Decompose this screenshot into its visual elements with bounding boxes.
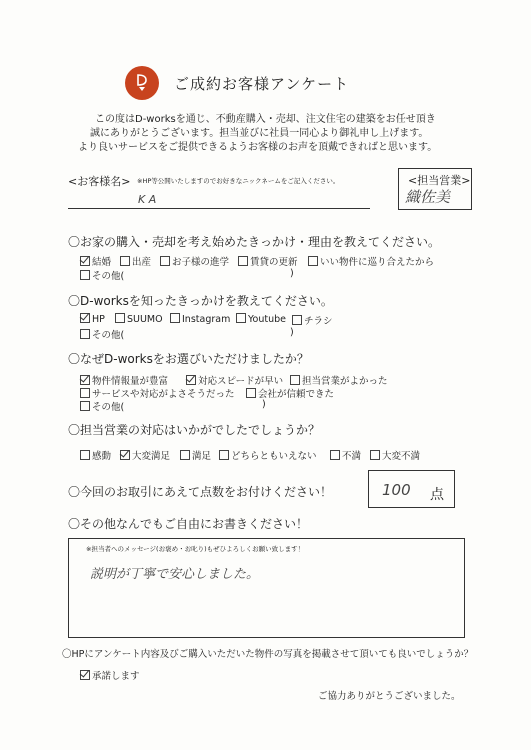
page-title: ご成約お客様アンケート (174, 75, 350, 93)
q3-option-trust[interactable]: 会社が信頼できた (246, 386, 334, 400)
q2-option-flyer[interactable]: チラシ (292, 313, 333, 327)
checkbox-icon (80, 375, 90, 385)
free-comment-note: ※担当者へのメッセージ(お褒め・お叱り)もぜひよろしくお願い致します！ (86, 545, 305, 553)
checkbox-icon (238, 256, 248, 266)
checkbox-icon (80, 388, 90, 398)
q2-option-hp[interactable]: HP (80, 313, 105, 325)
checkbox-icon (290, 375, 300, 385)
checkbox-icon (246, 388, 256, 398)
q3-option-other[interactable]: その他( (80, 399, 124, 413)
checkbox-icon (115, 313, 125, 323)
customer-name-underline (68, 208, 370, 209)
q2-option-instagram[interactable]: Instagram (170, 313, 230, 325)
q5-question: 〇今回のお取引にあえて点数をお付けください！ (68, 485, 333, 499)
staff-value[interactable]: 織佐美 (405, 188, 451, 206)
customer-name-label: <お客様名> (68, 175, 131, 188)
q1-option-birth[interactable]: 出産 (120, 254, 151, 268)
q1-option-marriage[interactable]: 結婚 (80, 254, 111, 268)
thanks-text: ご協力ありがとうございました。 (318, 691, 461, 702)
q4-option-very-satisfied[interactable]: 大変満足 (120, 448, 170, 462)
intro-line-1: この度はD-worksを通じ、不動産購入・売却、注文住宅の建築をお任せ頂き (95, 114, 436, 125)
q1-question: 〇お家の購入・売却を考え始めたきっかけ・理由を教えてください。 (68, 235, 441, 249)
checkbox-icon (80, 670, 90, 680)
checkbox-icon (330, 450, 340, 460)
checkbox-icon (80, 450, 90, 460)
q1-option-good-property[interactable]: いい物件に巡り合えたから (308, 254, 434, 268)
checkbox-icon (370, 450, 380, 460)
checkbox-icon (120, 256, 130, 266)
q2-option-suumo[interactable]: SUUMO (115, 313, 163, 325)
q2-option-other[interactable]: その他( (80, 327, 124, 341)
q4-option-dissatisfied[interactable]: 不満 (330, 448, 361, 462)
checkbox-icon (236, 313, 246, 323)
q3-option-info[interactable]: 物件情報量が豊富 (80, 373, 168, 387)
customer-name-note: ※HP等公開いたしますのでお好きなニックネームをご記入ください。 (137, 177, 340, 185)
q6-question: 〇その他なんでもご自由にお書きください！ (68, 517, 309, 531)
q2-other-close: ) (290, 327, 294, 338)
intro-line-3: より良いサービスをご提供できるようお客様のお声を頂戴できればと思います。 (78, 142, 438, 153)
q4-option-satisfied[interactable]: 満足 (180, 448, 211, 462)
q1-option-school[interactable]: お子様の進学 (160, 254, 229, 268)
q2-question: 〇D-worksを知ったきっかけを教えてください。 (68, 294, 333, 308)
checkbox-icon (180, 450, 190, 460)
checkbox-icon (80, 313, 90, 323)
free-comment-box[interactable] (68, 538, 465, 638)
checkbox-icon (160, 256, 170, 266)
checkbox-icon (219, 450, 229, 460)
q3-other-close: ) (262, 399, 266, 410)
q4-option-neutral[interactable]: どちらともいえない (219, 448, 317, 462)
q1-other-close: ) (290, 268, 294, 279)
q3-option-staff[interactable]: 担当営業がよかった (290, 373, 388, 387)
q3-option-service[interactable]: サービスや対応がよさそうだった (80, 386, 235, 400)
q1-option-lease[interactable]: 賃貸の更新 (238, 254, 298, 268)
q4-option-moved[interactable]: 感動 (80, 448, 111, 462)
consent-question: 〇HPにアンケート内容及びご購入いただいた物件の写真を掲載させて頂いても良いでしょうか？ (62, 649, 474, 660)
checkbox-icon (292, 315, 302, 325)
score-unit: 点 (430, 487, 444, 503)
q4-question: 〇担当営業の対応はいかがでしたでしょうか？ (68, 423, 321, 437)
q1-option-other[interactable]: その他( (80, 268, 124, 282)
checkbox-icon (120, 450, 130, 460)
score-value[interactable]: 100 (382, 481, 411, 499)
staff-label: <担当営業> (408, 174, 471, 187)
intro-line-2: 誠にありがとうございます。担当並びに社員一同心より御礼申し上げます。 (90, 128, 429, 139)
checkbox-icon (186, 375, 196, 385)
q4-option-very-dissatisfied[interactable]: 大変不満 (370, 448, 420, 462)
q2-option-youtube[interactable]: Youtube (236, 313, 286, 325)
logo-mark-icon (136, 74, 148, 92)
checkbox-icon (80, 329, 90, 339)
checkbox-icon (170, 313, 180, 323)
checkbox-icon (308, 256, 318, 266)
q3-question: 〇なぜD-worksをお選びいただけましたか？ (68, 352, 309, 366)
consent-option[interactable]: 承諾します (80, 668, 140, 682)
free-comment-answer: 説明が丁寧で安心しました。 (90, 567, 260, 582)
q3-option-speed[interactable]: 対応スピードが早い (186, 373, 283, 387)
checkbox-icon (80, 256, 90, 266)
customer-name-value[interactable]: K A (138, 193, 157, 206)
checkbox-icon (80, 401, 90, 411)
checkbox-icon (80, 270, 90, 280)
